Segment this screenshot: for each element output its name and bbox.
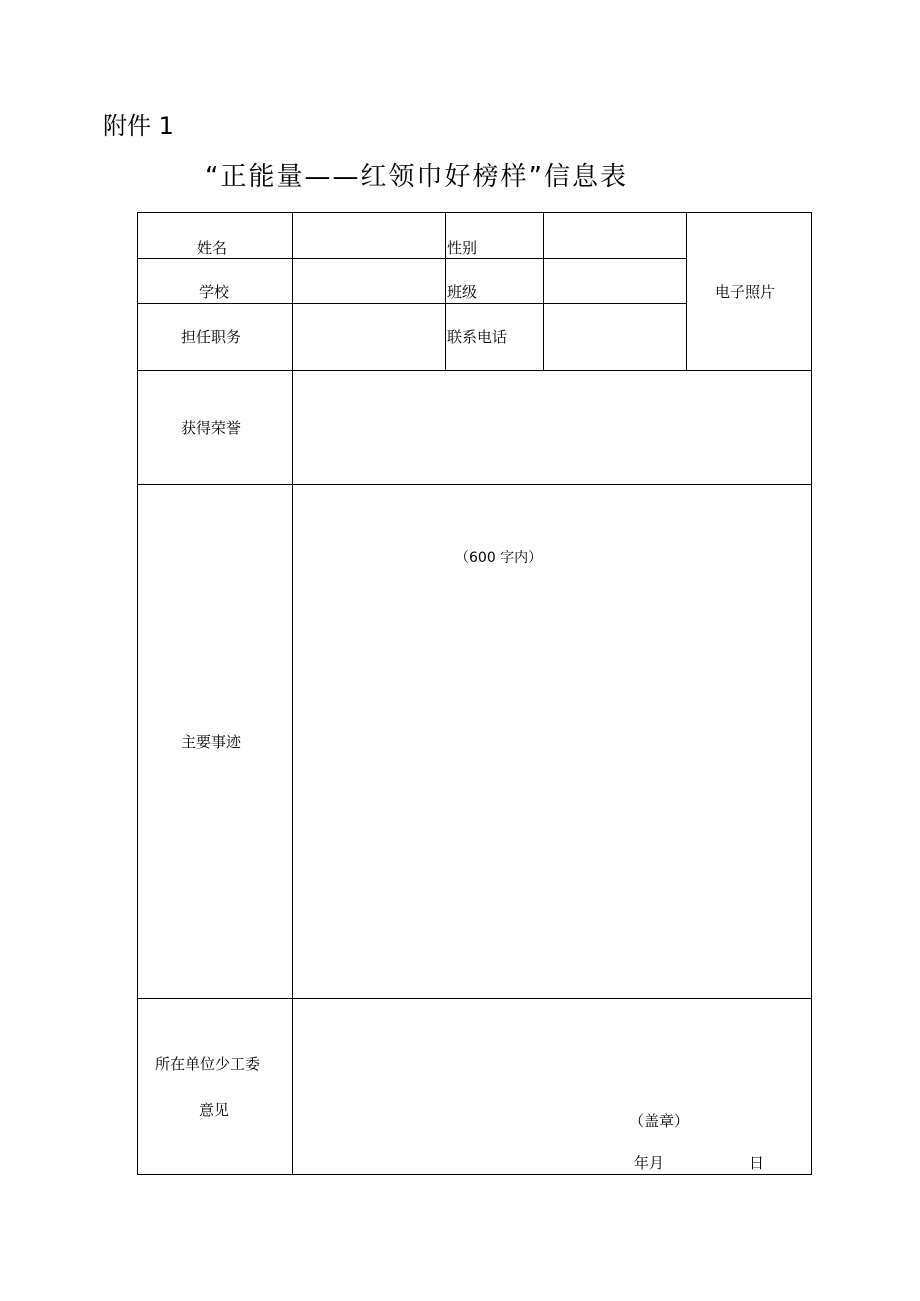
position-label: 担任职务: [181, 328, 242, 346]
photo-label: 电子照片: [715, 283, 776, 301]
opinion-label-line1: 所在单位少工委: [155, 1055, 261, 1073]
class-label: 班级: [447, 283, 478, 301]
column-divider: [445, 212, 446, 370]
form-title: “正能量——红领巾好榜样”信息表: [205, 162, 628, 192]
info-table: [137, 212, 812, 1175]
class-field[interactable]: [544, 259, 686, 303]
name-field[interactable]: [293, 213, 445, 258]
honors-label: 获得荣誉: [181, 419, 242, 437]
date-day: 日: [749, 1154, 765, 1172]
gender-field[interactable]: [544, 213, 686, 258]
gender-label: 性别: [447, 239, 478, 257]
phone-field[interactable]: [544, 304, 686, 370]
school-label: 学校: [199, 283, 230, 301]
honors-field[interactable]: [293, 371, 811, 484]
photo-field[interactable]: [687, 213, 811, 370]
table-border-right: [811, 212, 812, 1175]
deeds-hint: （600 字内）: [455, 550, 543, 566]
table-border-left: [137, 212, 138, 1175]
seal-label: （盖章）: [629, 1112, 690, 1130]
name-label: 姓名: [197, 239, 228, 257]
opinion-label-line2: 意见: [199, 1101, 230, 1119]
attachment-label: 附件 1: [103, 112, 174, 140]
phone-label: 联系电话: [447, 328, 508, 346]
deeds-field-top[interactable]: [293, 485, 811, 545]
opinion-field[interactable]: [293, 999, 811, 1104]
school-field[interactable]: [293, 259, 445, 303]
table-border-bottom: [137, 1174, 812, 1175]
position-field[interactable]: [293, 304, 445, 370]
date-year-month: 年月: [634, 1154, 665, 1172]
deeds-field[interactable]: [293, 577, 811, 998]
deeds-label: 主要事迹: [181, 733, 242, 751]
